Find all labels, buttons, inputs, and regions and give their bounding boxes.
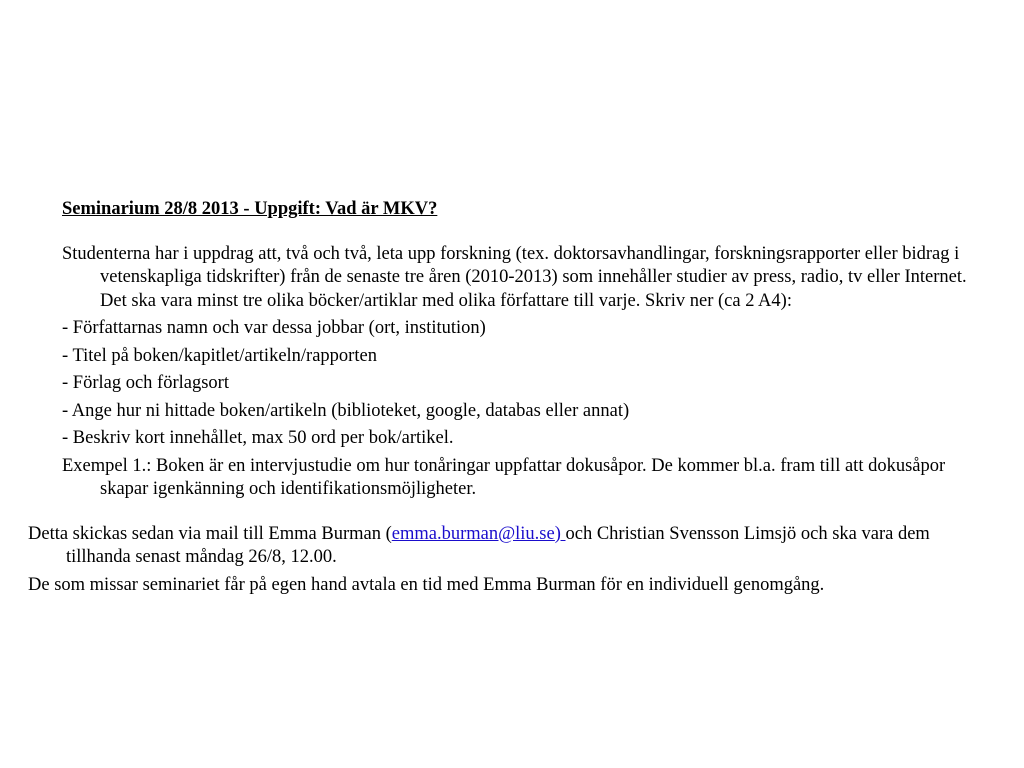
email-link-suffix: ) (554, 523, 566, 544)
slide-text-body (28, 198, 982, 597)
list-item-source: - Ange hur ni hittade boken/artikeln (biblioteket, google, databas eller annat) (62, 400, 630, 421)
email-link[interactable] (392, 524, 566, 544)
mail-text-after: och Christian Svensson Limsjö och ska vara dem tillhanda senast måndag 26/8, 12.00. (66, 523, 930, 567)
mail-text-before: Detta skickas sedan via mail till Emma Burman ( (28, 523, 392, 544)
list-item-publisher: - Förlag och förlagsort (62, 373, 229, 393)
list-item-authors: - Författarnas namn och var dessa jobbar (ort, institution) (62, 318, 486, 338)
email-address: emma.burman@liu.se (391, 523, 555, 544)
mail-instructions-paragraph (28, 523, 982, 570)
example-paragraph: Exempel 1.: Boken är en intervjustudie om hur tonåringar uppfattar dokusåpor. De kommer bl.a. fram till att dokusåpor skapar igenkänning och identifikationsmöjligheter. (62, 455, 946, 499)
intro-paragraph: Studenterna har i uppdrag att, två och två, leta upp forskning (tex. doktorsavhandlingar, forskningsrapporter eller bidrag i vetenskapliga tidskrifter) från de senaste tre åren (2010-2013) som innehåller studier av press, radio, tv eller Internet. Det ska vara minst tre olika böcker/artiklar med olika författare till varje. Skriv ner (ca 2 A4): (62, 243, 967, 311)
page-title: Seminarium 28/8 2013 - Uppgift: Vad är MKV? (62, 199, 438, 219)
closing-paragraph: De som missar seminariet får på egen hand avtala en tid med Emma Burman för en individuell genomgång. (28, 574, 825, 595)
list-item-summary: - Beskriv kort innehållet, max 50 ord per bok/artikel. (62, 428, 454, 448)
list-item-title: - Titel på boken/kapitlet/artikeln/rapporten (62, 345, 377, 366)
